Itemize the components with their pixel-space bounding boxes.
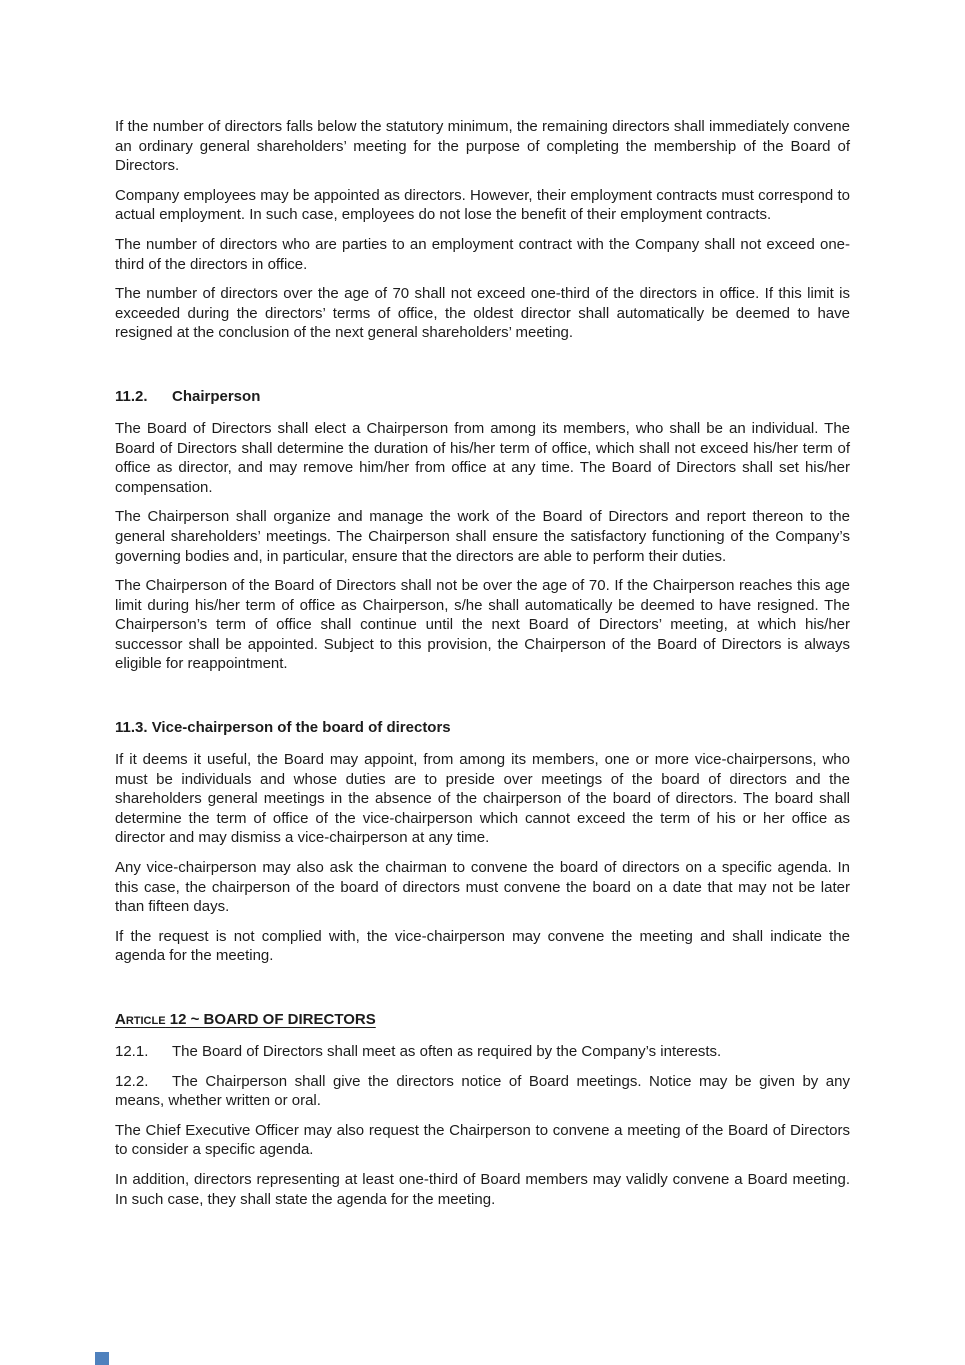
paragraph-chairperson-election: The Board of Directors shall elect a Chairperson from among its members, who shall be an individual. The Board of Directors shall determine the duration of his/her term of office, which shall not exceed his/her term of office as director, and may remove him/her from office at any time. The Board of Directors shall set his/her compensation. bbox=[115, 419, 850, 496]
section-number: 11.2. bbox=[115, 387, 148, 405]
paragraph-age-limit-directors: The number of directors over the age of 70 shall not exceed one-third of the directors in office. If this limit is exceeded during the directors’ terms of office, the oldest director shall automatically be deemed to have resigned at the conclusion of the next general shareholders’ meeting. bbox=[115, 285, 850, 342]
clause-text: The Board of Directors shall meet as often as required by the Company’s interests. bbox=[172, 1043, 722, 1060]
paragraph-employment-contract-limit: The number of directors who are parties to an employment contract with the Company shall not exceed one-third of the directors in office. bbox=[115, 235, 850, 273]
paragraph-12-1 bbox=[115, 1042, 850, 1062]
paragraph-12-2 bbox=[115, 1072, 850, 1111]
section-heading-chairperson bbox=[115, 387, 850, 407]
section-title: Chairperson bbox=[172, 387, 261, 405]
paragraph-vice-chairperson-request: If the request is not complied with, the vice-chairperson may convene the meeting and shall indicate the agenda for the meeting. bbox=[115, 927, 850, 965]
paragraph-employee-directors: Company employees may be appointed as directors. However, their employment contracts must correspond to actual employment. In such case, employees do not lose the benefit of their employment contracts. bbox=[115, 186, 850, 224]
paragraph-chairperson-duties: The Chairperson shall organize and manage the work of the Board of Directors and report thereon to the general shareholders’ meetings. The Chairperson shall ensure the satisfactory functioning of the Company’s governing bodies and, in particular, ensure that the directors are able to perform their duties. bbox=[115, 508, 850, 565]
section-heading-vice-chairperson: 11.3. Vice-chairperson of the board of directors bbox=[115, 719, 451, 737]
paragraph-directors-convene: In addition, directors representing at least one-third of Board members may validly convene a Board meeting. In such case, they shall state the agenda for the meeting. bbox=[115, 1170, 850, 1208]
article-title: 12 ~ BOARD OF DIRECTORS bbox=[165, 1011, 376, 1028]
paragraph-chairperson-age-limit: The Chairperson of the Board of Directors shall not be over the age of 70. If the Chairperson reaches this age limit during his/her term of office as Chairperson, s/he shall automatically be deemed to have resigned. The Chairperson’s term of office shall continue until the next Board of Directors’ meeting, at which his/her successor shall be appointed. Subject to this provision, the Chairperson of the Board of Directors is always eligible for reappointment. bbox=[115, 577, 850, 673]
paragraph-directors-minimum: If the number of directors falls below the statutory minimum, the remaining directors shall immediately convene an ordinary general shareholders’ meeting for the purpose of completing the membership of the Board of Directors. bbox=[115, 118, 850, 175]
article-word: Article bbox=[115, 1011, 166, 1028]
footer-mark bbox=[95, 1352, 109, 1365]
clause-number: 12.2. bbox=[115, 1072, 149, 1090]
paragraph-ceo-request: The Chief Executive Officer may also request the Chairperson to convene a meeting of the Board of Directors to consider a specific agenda. bbox=[115, 1121, 850, 1159]
article-12-heading bbox=[115, 1010, 850, 1030]
clause-text: The Chairperson shall give the directors notice of Board meetings. Notice may be given by any means, whether written or oral. bbox=[115, 1072, 850, 1110]
clause-number: 12.1. bbox=[115, 1043, 149, 1060]
paragraph-vice-chairperson-appointment: If it deems it useful, the Board may appoint, from among its members, one or more vice-chairpersons, who must be individuals and whose duties are to preside over meetings of the board of directors and the shareholders general meetings in the absence of the chairperson of the board of directors. The board shall determine the term of office of the vice-chairperson which cannot exceed the term of his or her office as director and may dismiss a vice-chairperson at any time. bbox=[115, 751, 850, 847]
document-content bbox=[115, 117, 850, 1209]
paragraph-vice-chairperson-convene: Any vice-chairperson may also ask the chairman to convene the board of directors on a specific agenda. In this case, the chairperson of the board of directors must convene the board on a date that may not be later than fifteen days. bbox=[115, 859, 850, 916]
